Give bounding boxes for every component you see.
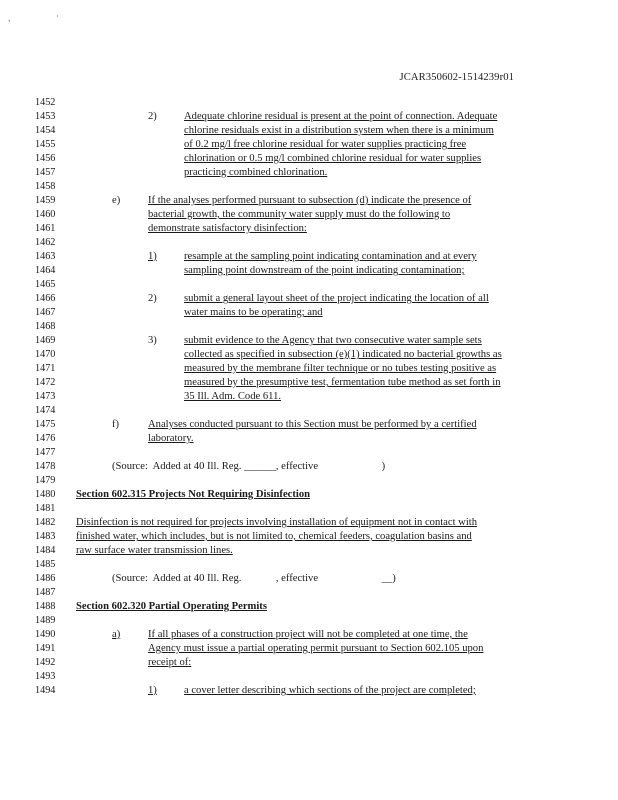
line-number: 1488 bbox=[35, 601, 56, 612]
item-e2-label: 2) bbox=[148, 293, 157, 304]
line-number: 1452 bbox=[35, 97, 56, 108]
line-number: 1476 bbox=[35, 433, 56, 444]
item-f-label: f) bbox=[112, 419, 120, 430]
line-number: 1464 bbox=[35, 265, 56, 276]
item-e3-line: submit evidence to the Agency that two consecutive water sample sets bbox=[184, 335, 482, 346]
source-note-2: (Source: Added at 40 Ill. Reg. , effective __) bbox=[112, 573, 396, 584]
line-number: 1470 bbox=[35, 349, 56, 360]
item-a-line: Agency must issue a partial operating permit pursuant to Section 602.105 upon bbox=[148, 643, 484, 654]
line-number: 1463 bbox=[35, 251, 56, 262]
item-e3-line: measured by the membrane filter technique or no tubes testing positive as bbox=[184, 363, 497, 374]
line-number: 1481 bbox=[35, 503, 56, 514]
item-e3-line: measured by the presumptive test, fermentation tube method as set forth in bbox=[184, 377, 501, 388]
line-number: 1483 bbox=[35, 531, 56, 542]
line-number: 1461 bbox=[35, 223, 56, 234]
line-number: 1459 bbox=[35, 195, 56, 206]
line-number: 1460 bbox=[35, 209, 56, 220]
line-number: 1491 bbox=[35, 643, 56, 654]
line-number: 1456 bbox=[35, 153, 56, 164]
section-315-line: raw surface water transmission lines. bbox=[76, 545, 233, 556]
document-header-code: JCAR350602-1514239r01 bbox=[399, 72, 514, 83]
item-2-line: practicing combined chlorination. bbox=[184, 167, 328, 178]
line-number: 1482 bbox=[35, 517, 56, 528]
line-number: 1493 bbox=[35, 671, 56, 682]
line-number: 1468 bbox=[35, 321, 56, 332]
item-e1-line: sampling point downstream of the point indicating contamination; bbox=[184, 265, 465, 276]
item-f-line: Analyses conducted pursuant to this Section must be performed by a certified bbox=[148, 419, 477, 430]
line-number: 1469 bbox=[35, 335, 56, 346]
item-e2-line: submit a general layout sheet of the project indicating the location of all bbox=[184, 293, 489, 304]
line-number: 1457 bbox=[35, 167, 56, 178]
line-number: 1485 bbox=[35, 559, 56, 570]
item-e-label: e) bbox=[112, 195, 121, 206]
line-number: 1490 bbox=[35, 629, 56, 640]
line-number: 1472 bbox=[35, 377, 56, 388]
line-number: 1492 bbox=[35, 657, 56, 668]
line-number: 1458 bbox=[35, 181, 56, 192]
item-e3-line: 35 Ill. Adm. Code 611. bbox=[184, 391, 282, 402]
item-e-line: demonstrate satisfactory disinfection: bbox=[148, 223, 307, 234]
line-number: 1480 bbox=[35, 489, 56, 500]
item-e-line: If the analyses performed pursuant to subsection (d) indicate the presence of bbox=[148, 195, 472, 206]
line-number: 1478 bbox=[35, 461, 56, 472]
section-320-heading: Section 602.320 Partial Operating Permits bbox=[76, 601, 267, 612]
line-number: 1487 bbox=[35, 587, 56, 598]
item-e1-line: resample at the sampling point indicating contamination and at every bbox=[184, 251, 477, 262]
item-a-line: If all phases of a construction project will not be completed at one time, the bbox=[148, 629, 468, 640]
item-2-label: 2) bbox=[148, 111, 157, 122]
item-e3-label: 3) bbox=[148, 335, 157, 346]
item-2-line: Adequate chlorine residual is present at the point of connection. Adequate bbox=[184, 111, 498, 122]
line-number: 1474 bbox=[35, 405, 56, 416]
line-number: 1466 bbox=[35, 293, 56, 304]
item-a1-label: 1) bbox=[148, 685, 157, 696]
item-2-line: chlorination or 0.5 mg/l combined chlorine residual for water supplies bbox=[184, 153, 482, 164]
corner-mark-left: ‘ bbox=[8, 18, 11, 27]
item-e1-label: 1) bbox=[148, 251, 157, 262]
line-number: 1465 bbox=[35, 279, 56, 290]
line-number: 1453 bbox=[35, 111, 56, 122]
corner-mark-dot: · bbox=[56, 12, 59, 21]
section-315-heading: Section 602.315 Projects Not Requiring Disinfection bbox=[76, 489, 311, 500]
item-a1-line: a cover letter describing which sections of the project are completed; bbox=[184, 685, 476, 696]
source-note-1: (Source: Added at 40 Ill. Reg. ______, effective ) bbox=[112, 461, 386, 472]
line-number: 1454 bbox=[35, 125, 56, 136]
item-e2-line: water mains to be operating; and bbox=[184, 307, 323, 318]
line-number: 1473 bbox=[35, 391, 56, 402]
line-number: 1471 bbox=[35, 363, 56, 374]
item-e3-line: collected as specified in subsection (e)(1) indicated no bacterial growths as bbox=[184, 349, 502, 360]
line-number: 1475 bbox=[35, 419, 56, 430]
line-number: 1484 bbox=[35, 545, 56, 556]
line-number: 1489 bbox=[35, 615, 56, 626]
section-315-line: finished water, which includes, but is not limited to, chemical feeders, coagulation basins and bbox=[76, 531, 472, 542]
item-f-line: laboratory. bbox=[148, 433, 194, 444]
line-number: 1486 bbox=[35, 573, 56, 584]
line-number: 1455 bbox=[35, 139, 56, 150]
line-number: 1467 bbox=[35, 307, 56, 318]
line-number: 1477 bbox=[35, 447, 56, 458]
item-a-label: a) bbox=[112, 629, 121, 640]
line-number: 1462 bbox=[35, 237, 56, 248]
item-a-line: receipt of: bbox=[148, 657, 192, 668]
line-number: 1494 bbox=[35, 685, 56, 696]
item-e-line: bacterial growth, the community water supply must do the following to bbox=[148, 209, 451, 220]
item-2-line: chlorine residuals exist in a distribution system when there is a minimum bbox=[184, 125, 494, 136]
line-number: 1479 bbox=[35, 475, 56, 486]
section-315-line: Disinfection is not required for projects involving installation of equipment not in contact with bbox=[76, 517, 478, 528]
item-2-line: of 0.2 mg/l free chlorine residual for water supplies practicing free bbox=[184, 139, 467, 150]
